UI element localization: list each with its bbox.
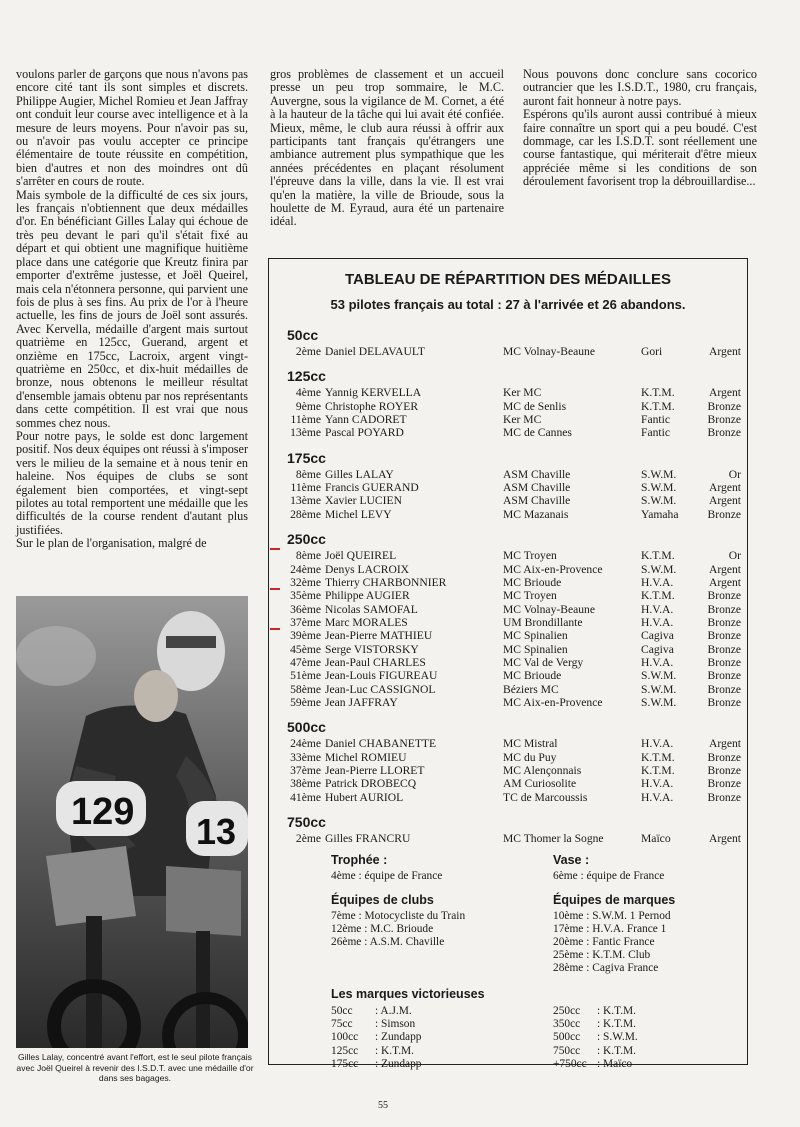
cell-medal: Bronze: [707, 602, 741, 616]
cell-club: MC Brioude: [503, 669, 562, 683]
cell-make: K.T.M.: [641, 386, 675, 400]
cell-club: MC du Puy: [503, 750, 557, 764]
cell-make: S.W.M.: [641, 669, 677, 683]
cell-make: Fantic: [641, 426, 670, 440]
cell-name: Michel LEVY: [325, 507, 392, 521]
cell-rank: 41ème: [290, 790, 321, 804]
cell-club: MC Mazanais: [503, 507, 569, 521]
victorieuse-cc: 50cc: [331, 1005, 353, 1017]
page-number: 55: [378, 1100, 388, 1111]
cell-club: AM Curiosolite: [503, 777, 577, 791]
marques-line: 10ème : S.W.M. 1 Pernod: [553, 910, 671, 922]
highlight-mark: [270, 548, 280, 550]
cell-medal: Bronze: [707, 669, 741, 683]
cell-rank: 39ème: [290, 629, 321, 643]
cell-make: Gori: [641, 345, 663, 358]
category-heading: 250cc: [287, 531, 326, 548]
table-row: [269, 508, 747, 521]
table-row: [269, 629, 747, 642]
cell-name: Joël QUEIREL: [325, 549, 397, 563]
marques-line: 20ème : Fantic France: [553, 936, 655, 948]
cell-name: Michel ROMIEU: [325, 750, 407, 764]
marques-title: Équipes de marques: [553, 893, 676, 907]
table-row: [269, 426, 747, 439]
table-row: [269, 576, 747, 589]
cell-name: Patrick DROBECQ: [325, 777, 417, 791]
cell-make: S.W.M.: [641, 696, 677, 709]
cell-rank: 8ème: [295, 549, 321, 563]
cell-make: S.W.M.: [641, 494, 677, 508]
cell-name: Marc MORALES: [325, 615, 408, 629]
victorieuse-cc: 350cc: [553, 1018, 581, 1031]
cell-rank: 9ème: [295, 399, 321, 413]
table-row: [269, 764, 747, 777]
cell-club: Ker MC: [503, 386, 542, 400]
cell-medal: Bronze: [707, 696, 741, 709]
victorieuse-make: : Maïco: [597, 1057, 633, 1070]
cell-make: S.W.M.: [641, 467, 677, 481]
cell-rank: 32ème: [290, 575, 321, 589]
table-row: [269, 791, 747, 804]
cell-club: Béziers MC: [503, 682, 559, 696]
cell-name: Hubert AURIOL: [325, 790, 404, 804]
cell-medal: Or: [728, 549, 741, 563]
cell-make: S.W.M.: [641, 682, 677, 696]
cell-name: Xavier LUCIEN: [325, 494, 402, 508]
table-row: [269, 603, 747, 616]
article-paragraph: gros problèmes de classement et un accueil presse un peu trop sommaire, le M.C. Auvergne, sous la vigilance de M. Cornet, a été à la hauteur de la tâche qui lui avait été confiée. Mieux, même, le club aura réussi à offrir aux participants tant français qu'étrangers une ambiance autrement plus sympathique que les années précédentes en plaçant résolument l'épreuve dans la ville, dans la vie. Il est vrai qu'en la matière, la ville de Brioude, sous la houlette de M. Eyraud, aura été un partenaire idéal.: [270, 67, 504, 229]
cell-rank: 4ème: [295, 386, 321, 400]
cell-make: H.V.A.: [641, 602, 674, 616]
table-row: [269, 683, 747, 696]
table-row: [269, 494, 747, 507]
category-heading: 175cc: [287, 449, 326, 466]
cell-make: Cagiva: [641, 642, 674, 656]
cell-make: K.T.M.: [641, 764, 675, 778]
victorieuse-make: : Simson: [375, 1018, 416, 1031]
victorieuse-cc: 750cc: [553, 1044, 581, 1057]
table-row: [269, 589, 747, 602]
article-column-2: [270, 68, 504, 229]
cell-rank: 11ème: [290, 413, 321, 427]
highlight-mark: [270, 588, 280, 590]
table-row: [269, 563, 747, 576]
cell-medal: Argent: [709, 386, 741, 400]
cell-medal: Bronze: [707, 750, 741, 764]
cell-name: Serge VISTORSKY: [325, 642, 419, 656]
cell-rank: 24ème: [290, 562, 321, 576]
cell-make: Maïco: [641, 832, 671, 846]
cell-club: MC Brioude: [503, 575, 562, 589]
cell-rank: 59ème: [290, 696, 321, 709]
table-row: [269, 549, 747, 562]
table-row: [269, 386, 747, 399]
cell-rank: 51ème: [290, 669, 321, 683]
cell-club: MC Alençonnais: [503, 764, 582, 778]
victorieuse-make: : K.T.M.: [375, 1044, 415, 1057]
cell-medal: Bronze: [707, 413, 741, 427]
cell-name: Jean-Louis FIGUREAU: [325, 669, 438, 683]
cell-club: MC Troyen: [503, 589, 557, 603]
cell-club: MC Thomer la Sogne: [503, 832, 604, 846]
table-row: [269, 669, 747, 682]
cell-rank: 11ème: [290, 481, 321, 495]
cell-club: Ker MC: [503, 413, 542, 427]
victorieuse-make: : A.J.M.: [375, 1005, 412, 1017]
cell-rank: 28ème: [290, 507, 321, 521]
victorieuse-cc: 175cc: [331, 1057, 359, 1070]
cell-medal: Bronze: [707, 426, 741, 440]
cell-club: ASM Chaville: [503, 467, 571, 481]
cell-club: MC Spinalien: [503, 629, 568, 643]
victorieuse-make: : Zundapp: [375, 1057, 422, 1070]
cell-name: Gilles FRANCRU: [325, 832, 411, 846]
cell-club: MC Aix-en-Provence: [503, 696, 603, 709]
cell-medal: Argent: [709, 494, 741, 508]
cell-name: Philippe AUGIER: [325, 589, 410, 603]
table-row: [269, 696, 747, 709]
cell-club: MC de Cannes: [503, 426, 572, 440]
rider-photo: [16, 596, 248, 1048]
cell-club: TC de Marcoussis: [503, 790, 588, 804]
cell-make: K.T.M.: [641, 549, 675, 563]
marques-line: 17ème : H.V.A. France 1: [553, 923, 667, 935]
marques-line: 25ème : K.T.M. Club: [553, 949, 651, 961]
vase-line: 6ème : équipe de France: [553, 870, 665, 882]
cell-medal: Argent: [709, 562, 741, 576]
category-heading: 125cc: [287, 368, 326, 385]
cell-medal: Argent: [709, 737, 741, 751]
cell-name: Yannig KERVELLA: [325, 386, 422, 400]
victorieuse-make: : K.T.M.: [597, 1018, 637, 1031]
victorieuse-make: : S.W.M.: [597, 1031, 638, 1044]
article-paragraph: voulons parler de garçons que nous n'avons pas encore cité tant ils sont simples et discrets. Philippe Augier, Michel Romieu et Jean Jaffray ont conduit leur course avec intelligence et à la mesure de leurs moyens. Pour n'avoir pas su, ou n'avoir pas voulu accepter ce principe élémentaire de toute réussite en compétition, bien d'autres et non des moindres ont dû s'arrêter en cours de route.: [16, 67, 248, 189]
cell-medal: Argent: [709, 345, 741, 358]
victorieuses-title: Les marques victorieuses: [331, 987, 485, 1001]
cell-medal: Argent: [709, 832, 741, 846]
cell-medal: Bronze: [707, 642, 741, 656]
cell-name: Jean JAFFRAY: [325, 696, 398, 709]
cell-make: Cagiva: [641, 629, 674, 643]
cell-club: MC Aix-en-Provence: [503, 562, 603, 576]
category-heading: 50cc: [287, 327, 319, 343]
cell-club: MC Val de Vergy: [503, 655, 584, 669]
marques-line: 28ème : Cagiva France: [553, 962, 659, 974]
cell-medal: Bronze: [707, 615, 741, 629]
victorieuse-cc: 500cc: [553, 1031, 581, 1044]
victorieuse-cc: 100cc: [331, 1031, 359, 1044]
table-row: [269, 643, 747, 656]
cell-rank: 2ème: [295, 832, 321, 846]
victorieuse-cc: 125cc: [331, 1044, 359, 1057]
cell-club: MC de Senlis: [503, 399, 567, 413]
victorieuse-cc: 75cc: [331, 1018, 353, 1031]
cell-name: Thierry CHARBONNIER: [325, 575, 447, 589]
table-row: [269, 616, 747, 629]
cell-club: MC Troyen: [503, 549, 557, 563]
race-number: 129: [71, 791, 135, 833]
table-row: [269, 481, 747, 494]
cell-medal: Bronze: [707, 507, 741, 521]
category-heading: 500cc: [287, 719, 326, 736]
cell-club: MC Mistral: [503, 737, 558, 751]
cell-name: Daniel DELAVAULT: [325, 345, 425, 358]
cell-make: Fantic: [641, 413, 670, 427]
article-paragraph: Pour notre pays, le solde est donc largement positif. Nos deux équipes ont réussi à s'imposer vers le milieu de la semaine et à nous tenir en haleine. Nos équipes de clubs se sont également bien comportées, et vingt-sept pilotes au total remportent une médaille que les difficultés de la course rendent d'autant plus justifiées.: [16, 428, 248, 537]
cell-medal: Argent: [709, 481, 741, 495]
cell-club: MC Volnay-Beaune: [503, 602, 595, 616]
cell-rank: 8ème: [295, 467, 321, 481]
cell-name: Daniel CHABANETTE: [325, 737, 437, 751]
cell-rank: 45ème: [290, 642, 321, 656]
cell-rank: 24ème: [290, 737, 321, 751]
cell-name: Jean-Pierre LLORET: [325, 764, 425, 778]
cell-rank: 13ème: [290, 494, 321, 508]
cell-name: Denys LACROIX: [325, 562, 410, 576]
vase-title: Vase :: [553, 853, 590, 867]
cell-medal: Bronze: [707, 777, 741, 791]
trophee-line: 4ème : équipe de France: [331, 870, 443, 882]
cell-medal: Bronze: [707, 764, 741, 778]
cell-rank: 35ème: [290, 589, 321, 603]
cell-medal: Bronze: [707, 655, 741, 669]
cell-club: ASM Chaville: [503, 481, 571, 495]
cell-name: Yann CADORET: [325, 413, 407, 427]
victorieuse-make: : K.T.M.: [597, 1044, 637, 1057]
cell-name: Christophe ROYER: [325, 399, 419, 413]
cell-name: Jean-Luc CASSIGNOL: [325, 682, 436, 696]
cell-medal: Bronze: [707, 629, 741, 643]
highlight-mark: [270, 628, 280, 630]
article-column-1: [16, 68, 248, 551]
cell-rank: 33ème: [290, 750, 321, 764]
cell-rank: 2ème: [295, 345, 321, 358]
cell-medal: Or: [728, 467, 741, 481]
cell-make: H.V.A.: [641, 737, 674, 751]
cell-make: K.T.M.: [641, 589, 675, 603]
cell-club: UM Brondillante: [503, 615, 583, 629]
cell-rank: 47ème: [290, 655, 321, 669]
cell-name: Francis GUERAND: [325, 481, 419, 495]
table-row: [269, 832, 747, 845]
cell-make: S.W.M.: [641, 562, 677, 576]
table-title: TABLEAU DE RÉPARTITION DES MÉDAILLES: [344, 271, 672, 288]
victorieuse-make: : Zundapp: [375, 1031, 422, 1044]
cell-medal: Argent: [709, 575, 741, 589]
cell-medal: Bronze: [707, 682, 741, 696]
table-row: [269, 656, 747, 669]
table-subtitle: 53 pilotes français au total : 27 à l'arrivée et 26 abandons.: [330, 297, 686, 312]
clubs-line: 12ème : M.C. Brioude: [331, 923, 434, 935]
article-paragraph: Nous pouvons donc conclure sans cocorico outrancier que les I.S.D.T., 1980, cru français, auront fait honneur à notre pays.: [523, 67, 757, 108]
cell-medal: Bronze: [707, 790, 741, 804]
cell-make: H.V.A.: [641, 777, 674, 791]
cell-name: Nicolas SAMOFAL: [325, 602, 418, 616]
cell-medal: Bronze: [707, 399, 741, 413]
cell-club: MC Volnay-Beaune: [503, 345, 595, 358]
cell-name: Jean-Pierre MATHIEU: [325, 629, 433, 643]
article-paragraph: Sur le plan de l'organisation, malgré de: [16, 536, 207, 551]
table-row: [269, 777, 747, 790]
cell-medal: Bronze: [707, 589, 741, 603]
clubs-title: Équipes de clubs: [331, 893, 434, 907]
trophee-title: Trophée :: [331, 853, 388, 867]
table-row: [269, 751, 747, 764]
victorieuse-cc: +750cc: [553, 1057, 587, 1070]
cell-rank: 37ème: [290, 764, 321, 778]
medal-table: [268, 258, 748, 1070]
cell-make: S.W.M.: [641, 481, 677, 495]
cell-make: H.V.A.: [641, 655, 674, 669]
cell-club: MC Spinalien: [503, 642, 568, 656]
clubs-line: 7ème : Motocycliste du Train: [331, 910, 466, 922]
clubs-line: 26ème : A.S.M. Chaville: [331, 936, 445, 948]
cell-rank: 38ème: [290, 777, 321, 791]
cell-make: H.V.A.: [641, 790, 674, 804]
article-paragraph: Mais symbole de la difficulté de ces six jours, les français n'obtiennent que deux médailles d'or. En bénéficiant Gilles Lalay qui échoue de très peu devant le pari qu'il s'était fixé au départ et qui obtient une magnifique huitième place dans une catégorie que Kreutz finira par emporter d'extrême justesse, et Joël Queirel, mais cela n'étonnera personne, qui parvient une fois de plus à ses fins. Au prix de l'or à l'heure actuelle, les fins de jours de Joël sont assurés. Avec Kervella, médaille d'argent mais surtout quatrième en 125cc, Guerand, argent et onzième en 175cc, Lacroix, argent vingt-quatrième en 250cc, et dix-huit médailles de bronze, nous obtenons le meilleur résultat d'ensemble jamais obtenu par nos représentants dans cette compétition. Il est vrai que nous sommes chez nous.: [16, 187, 248, 430]
table-row: [269, 345, 747, 358]
cell-make: Yamaha: [641, 507, 679, 521]
cell-name: Jean-Paul CHARLES: [325, 655, 426, 669]
cell-name: Gilles LALAY: [325, 467, 394, 481]
cell-club: ASM Chaville: [503, 494, 571, 508]
table-row: [269, 468, 747, 481]
cell-rank: 36ème: [290, 602, 321, 616]
victorieuse-make: : K.T.M.: [597, 1005, 637, 1017]
victorieuse-cc: 250cc: [553, 1005, 581, 1017]
race-number: 13: [196, 811, 237, 852]
photo-caption: Gilles Lalay, concentré avant l'effort, est le seul pilote français avec Joël Queirel à revenir des I.S.D.T. avec une médaille d'or dans ses bagages.: [16, 1052, 254, 1084]
cell-rank: 37ème: [290, 615, 321, 629]
article-paragraph: Espérons qu'ils auront aussi contribué à mieux faire connaître un sport qui a peu boudé. C'est dommage, car les I.S.D.T. sont réellement une course fantastique, qui mériterait d'être mieux appréciée même si les conditions de son déroulement favorisent trop la débrouillardise...: [523, 107, 757, 189]
cell-make: K.T.M.: [641, 750, 675, 764]
cell-make: K.T.M.: [641, 399, 675, 413]
table-row: [269, 413, 747, 426]
category-heading: 750cc: [287, 814, 326, 831]
cell-rank: 13ème: [290, 426, 321, 440]
rider-photo-illustration: [16, 596, 248, 1048]
cell-make: H.V.A.: [641, 615, 674, 629]
cell-name: Pascal POYARD: [325, 426, 404, 440]
cell-rank: 58ème: [290, 682, 321, 696]
table-row: [269, 400, 747, 413]
article-column-3: [523, 68, 757, 189]
cell-make: H.V.A.: [641, 575, 674, 589]
table-row: [269, 737, 747, 750]
